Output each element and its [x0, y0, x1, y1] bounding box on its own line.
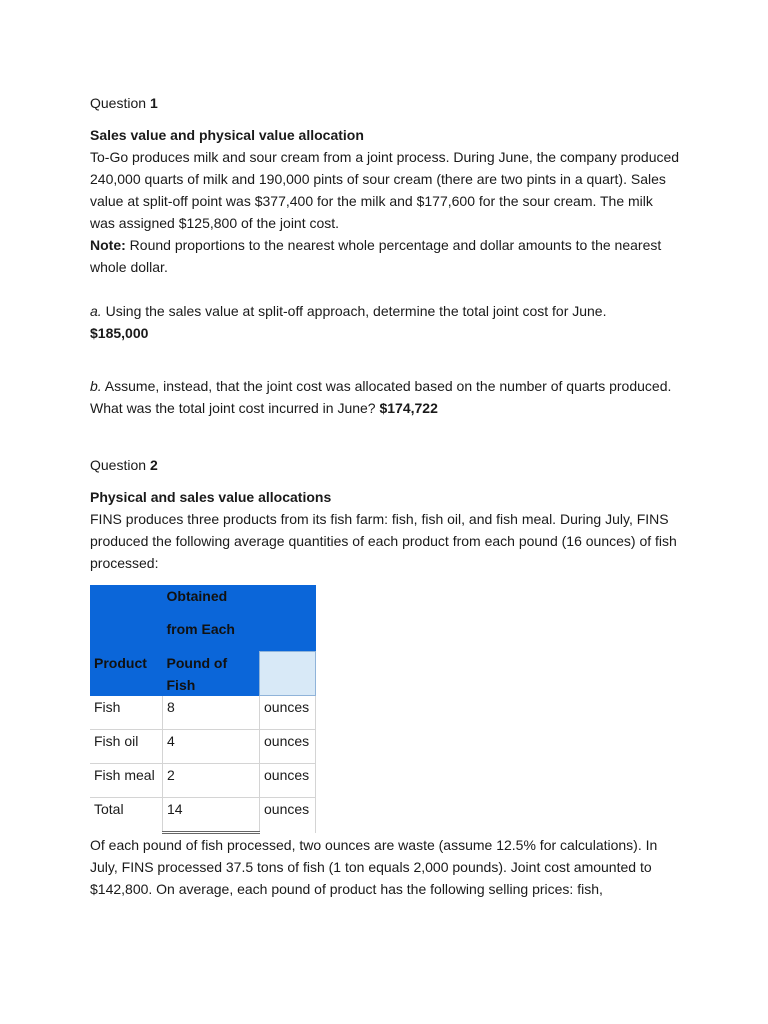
qty-cell: 4: [163, 730, 260, 764]
unit-cell: ounces: [260, 798, 316, 833]
table-row: [90, 764, 316, 798]
qty-cell: 2: [163, 764, 260, 798]
header-pound-of-fish: Pound of Fish: [163, 652, 260, 696]
question-1-note: [90, 234, 680, 278]
question-label: Question: [90, 95, 147, 111]
document-content: [90, 92, 680, 900]
question-number: 1: [149, 95, 158, 111]
note-label: Note:: [90, 237, 126, 253]
question-2-heading: [90, 454, 680, 476]
qty-cell: 14: [163, 798, 260, 833]
product-cell: Total: [94, 801, 124, 817]
question-2-after-table: Of each pound of fish processed, two ounces are waste (assume 12.5% for calculations). In July, FINS processed 37.5 tons of fish (1 ton equals 2,000 pounds). Joint cost amounted to $142,800. On average, each pound of product has the following selling prices: fish,: [90, 837, 658, 897]
unit-cell: ounces: [260, 764, 316, 798]
unit-cell: ounces: [260, 696, 316, 730]
part-b-answer: $174,722: [379, 400, 438, 416]
header-from-each: from Each: [163, 618, 260, 652]
header-cell-empty: [90, 585, 163, 618]
question-number: 2: [149, 457, 158, 473]
product-cell: Fish: [90, 696, 163, 730]
question-2-intro: FINS produces three products from its fish farm: fish, fish oil, and fish meal. During July, FINS produced the following average quantities of each product from each pound (16 ounces) of fish processed:: [90, 511, 677, 571]
header-product: Product: [90, 652, 163, 696]
question-1-heading: [90, 92, 680, 114]
product-quantity-table: [90, 585, 316, 834]
header-cell-empty: [260, 585, 316, 618]
part-b-letter: b.: [90, 378, 102, 394]
unit-cell: ounces: [260, 730, 316, 764]
note-text: Round proportions to the nearest whole percentage and dollar amounts to the nearest whole dollar.: [90, 237, 662, 275]
header-cell-empty: [90, 618, 163, 652]
question-1-part-b: [90, 375, 680, 419]
header-cell-empty: [260, 618, 316, 652]
question-1-part-a-answer: $185,000: [90, 325, 149, 341]
header-obtained: Obtained: [163, 585, 260, 618]
table-row: [90, 730, 316, 764]
question-label: Question: [90, 457, 147, 473]
question-1-part-a: [90, 300, 680, 322]
table-total-row: [90, 798, 316, 833]
question-2-title: Physical and sales value allocations: [90, 489, 332, 505]
product-cell: Fish meal: [90, 764, 163, 798]
question-1-body: To-Go produces milk and sour cream from a joint process. During June, the company produced 240,000 quarts of milk and 190,000 pints of sour cream (there are two pints in a quart). Sales value at split-off point was $377,400 for the milk and $177,600 for the sour cream. The milk was assigned $125,800 of the joint cost.: [90, 149, 680, 231]
qty-cell: 8: [163, 696, 260, 730]
part-a-letter: a.: [90, 303, 102, 319]
header-cell-selected: [260, 652, 316, 696]
table-row: [90, 696, 316, 730]
part-a-text: Using the sales value at split-off approach, determine the total joint cost for June.: [101, 303, 607, 319]
question-1-title: Sales value and physical value allocation: [90, 127, 364, 143]
part-b-text: Assume, instead, that the joint cost was allocated based on the number of quarts produced. What was the total joint cost incurred in June?: [90, 378, 672, 416]
product-cell: Fish oil: [90, 730, 163, 764]
